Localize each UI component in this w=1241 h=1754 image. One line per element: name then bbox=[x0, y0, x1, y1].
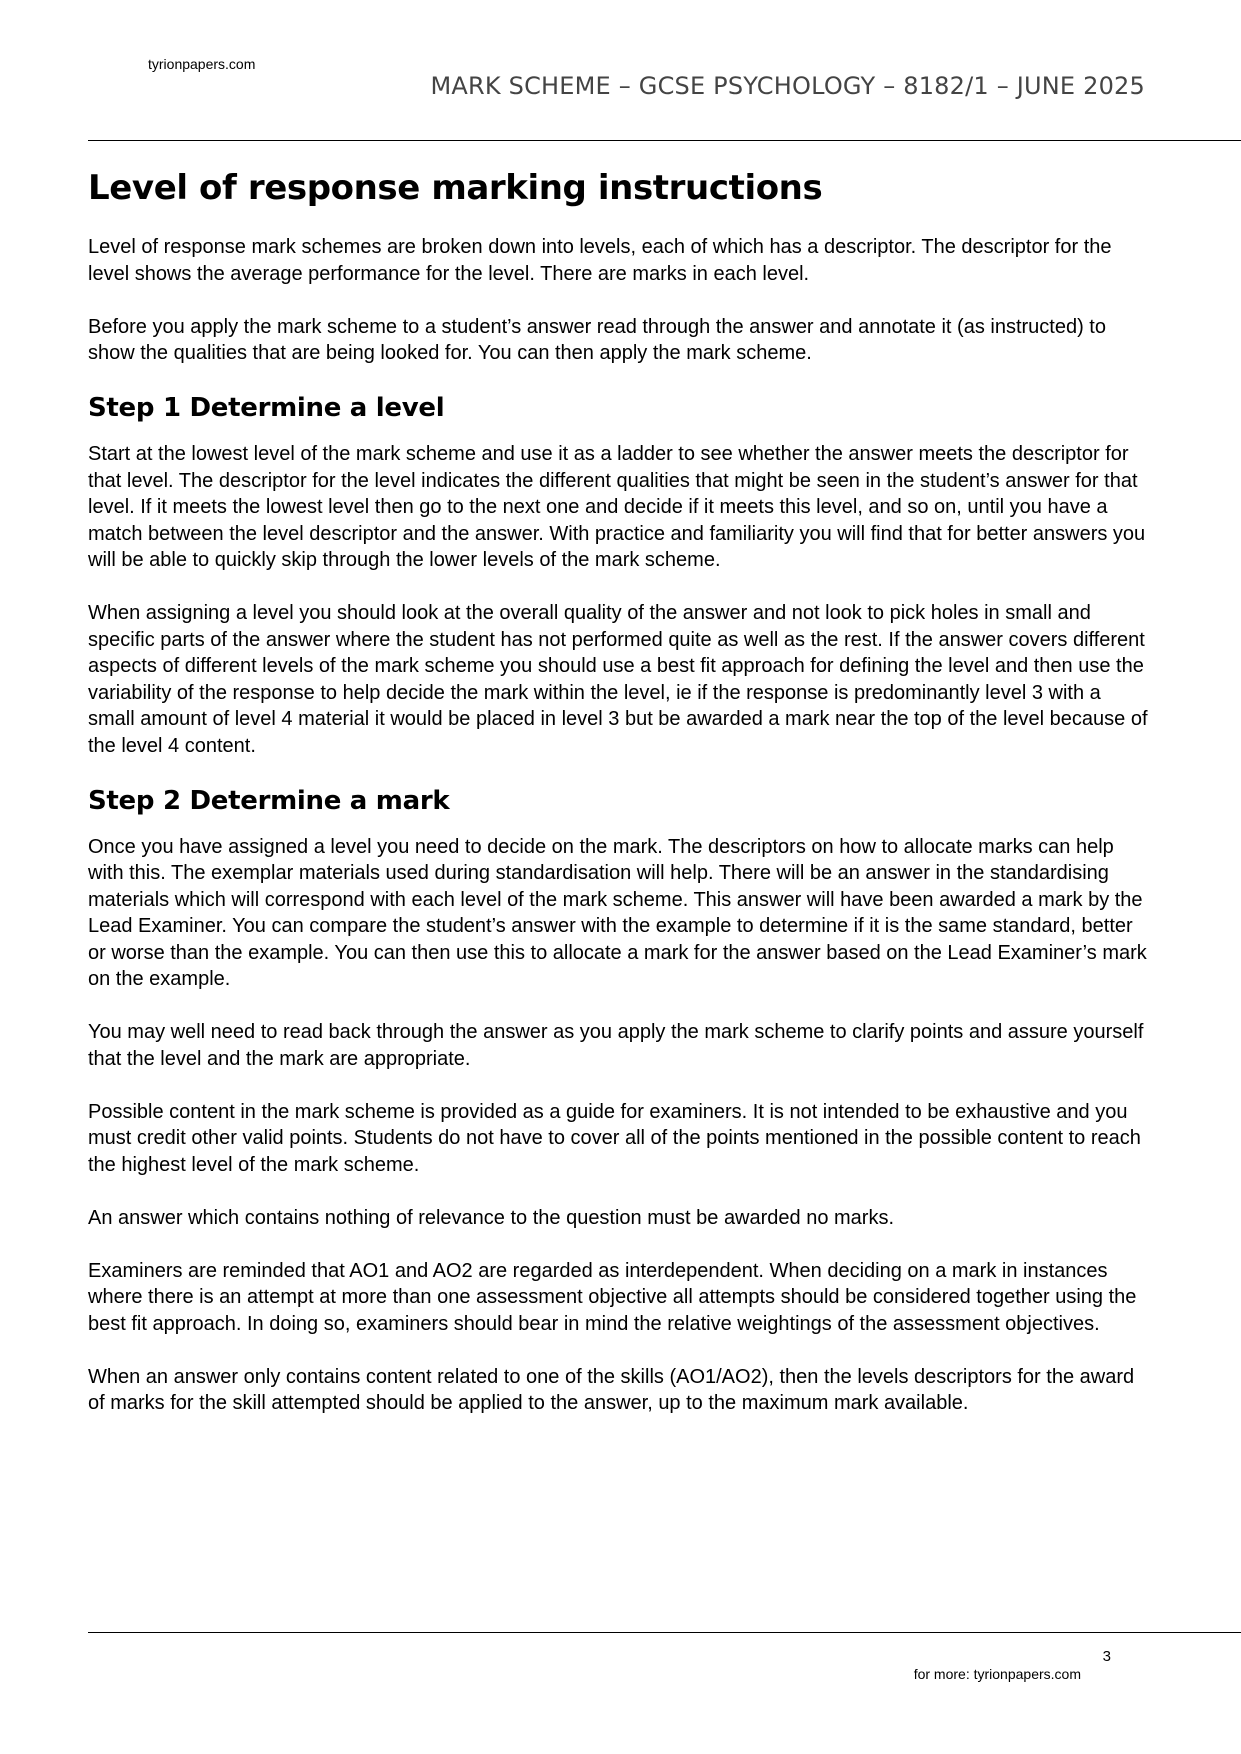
watermark-site-top: tyrionpapers.com bbox=[148, 56, 256, 72]
running-header-title: MARK SCHEME – GCSE PSYCHOLOGY – 8182/1 – JUNE 2025 bbox=[430, 72, 1145, 100]
step2-paragraph-3: Possible content in the mark scheme is provided as a guide for examiners. It is not intended to be exhaustive and you must credit other valid points. Students do not have to cover all of the points mentioned in the possible content to reach the highest level of the mark scheme. bbox=[88, 1100, 1141, 1176]
step2-paragraph-2: You may well need to read back through the answer as you apply the mark scheme to clarify points and assure yourself that the level and the mark are appropriate. bbox=[88, 1021, 1144, 1070]
intro-paragraph-2: Before you apply the mark scheme to a student’s answer read through the answer and annotate it (as instructed) to show the qualities that are being looked for. You can then apply the mark scheme. bbox=[88, 315, 1106, 364]
page-number: 3 bbox=[1102, 1648, 1111, 1665]
main-content bbox=[88, 168, 1148, 1443]
footer-divider bbox=[88, 1632, 1241, 1633]
step1-paragraph-2: When assigning a level you should look at the overall quality of the answer and not look to pick holes in small and specific parts of the answer where the student has not performed quite as well as the rest. If the answer covers different aspects of different levels of the mark scheme you should use a best fit approach for defining the level and then use the variability of the response to help decide the mark within the level, ie if the response is predominantly level 3 with a small amount of level 4 material it would be placed in level 3 but be awarded a mark near the top of the level because of the level 4 content. bbox=[88, 602, 1148, 757]
page-title: Level of response marking instructions bbox=[88, 168, 823, 208]
watermark-site-bottom: for more: tyrionpapers.com bbox=[913, 1666, 1081, 1682]
step2-paragraph-6: When an answer only contains content related to one of the skills (AO1/AO2), then the levels descriptors for the award of marks for the skill attempted should be applied to the answer, up to the maximum mark available. bbox=[88, 1365, 1135, 1414]
step2-paragraph-5: Examiners are reminded that AO1 and AO2 are regarded as interdependent. When deciding on a mark in instances where there is an attempt at more than one assessment objective all attempts should be considered together using the best fit approach. In doing so, examiners should bear in mind the relative weightings of the assessment objectives. bbox=[88, 1259, 1137, 1335]
step1-heading: Step 1 Determine a level bbox=[88, 393, 445, 423]
intro-paragraph-1: Level of response mark schemes are broken down into levels, each of which has a descriptor. The descriptor for the level shows the average performance for the level. There are marks in each level. bbox=[88, 236, 1112, 285]
step1-paragraph-1: Start at the lowest level of the mark scheme and use it as a ladder to see whether the answer meets the descriptor for that level. The descriptor for the level indicates the different qualities that might be seen in the student’s answer for that level. If it meets the lowest level then go to the next one and decide if it meets this level, and so on, until you have a match between the level descriptor and the answer. With practice and familiarity you will find that for better answers you will be able to quickly skip through the lower levels of the mark scheme. bbox=[88, 443, 1146, 571]
step2-heading: Step 2 Determine a mark bbox=[88, 785, 450, 816]
step2-paragraph-4: An answer which contains nothing of relevance to the question must be awarded no marks. bbox=[88, 1206, 895, 1229]
step2-paragraph-1: Once you have assigned a level you need to decide on the mark. The descriptors on how to allocate marks can help with this. The exemplar materials used during standardisation will help. There will be an answer in the standardising materials which will correspond with each level of the mark scheme. This answer will have been awarded a mark by the Lead Examiner. You can compare the student’s answer with the example to determine if it is the same standard, better or worse than the example. You can then use this to allocate a mark for the answer based on the Lead Examiner’s mark on the example. bbox=[88, 835, 1147, 990]
header-divider bbox=[88, 140, 1241, 141]
